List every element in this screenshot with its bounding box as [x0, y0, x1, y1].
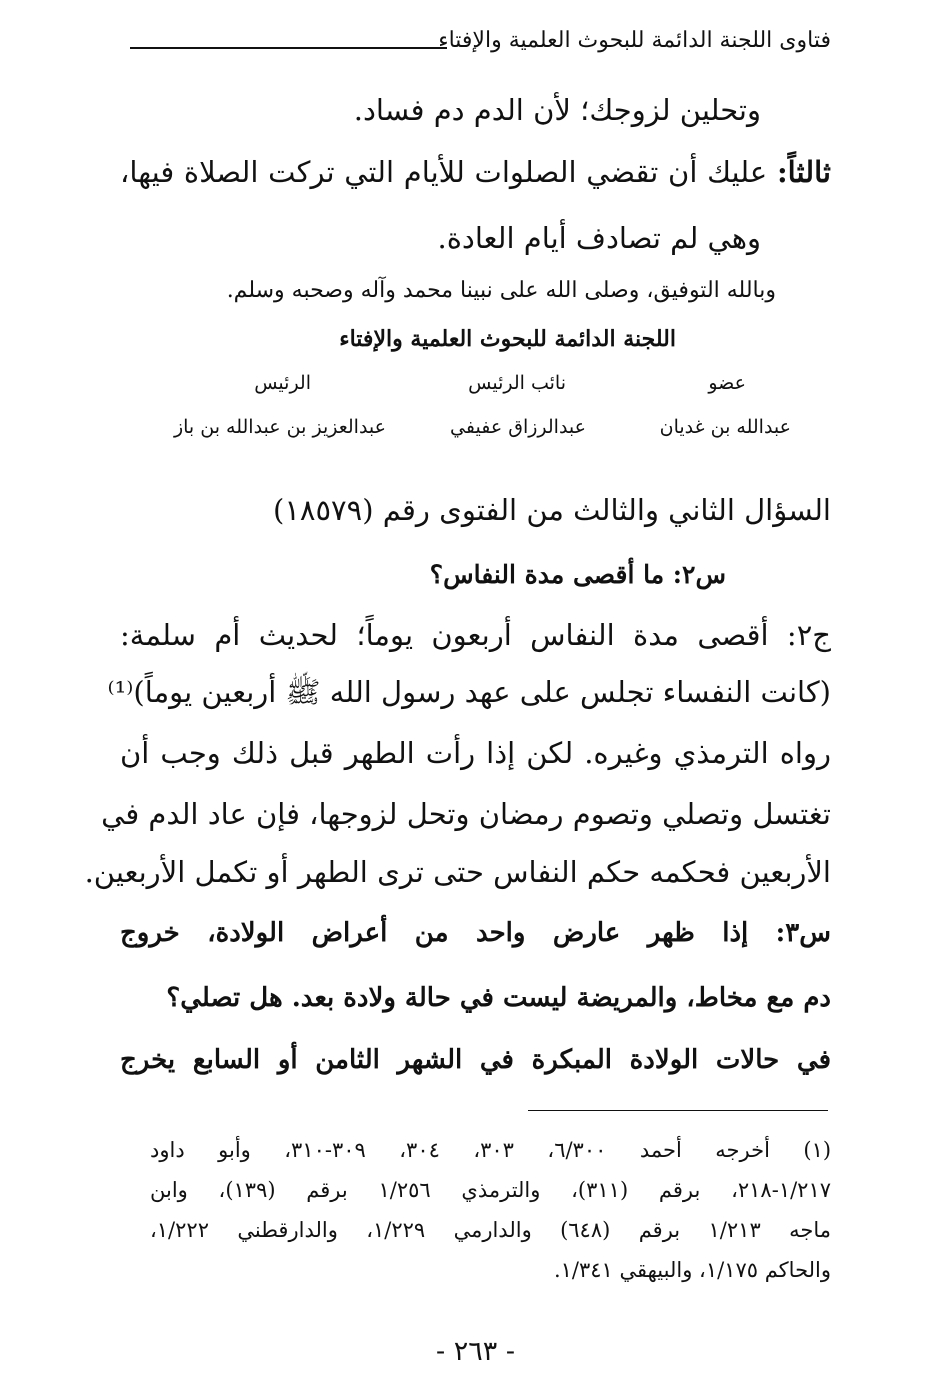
body-line-1: وتحلين لزوجك؛ لأن الدم دم فساد.	[353, 93, 761, 127]
signatory-role-member: عضو	[708, 372, 746, 394]
signatory-name-member: عبدالله بن غديان	[659, 416, 791, 438]
answer-2-line-3: رواه الترمذي وغيره. لكن إذا رأت الطهر قبل ذلك وجب أن	[120, 736, 831, 770]
signatory-name-president: عبدالعزيز بن عبدالله بن باز	[173, 416, 386, 438]
signatory-role-president: الرئيس	[254, 372, 311, 394]
answer-2-line-1: ج٢: أقصى مدة النفاس أربعون يوماً؛ لحديث أم سلمة:	[120, 618, 831, 652]
footnote-rule	[528, 1110, 828, 1111]
body-line-3: وهي لم تصادف أيام العادة.	[437, 221, 761, 255]
question-3-line-1: س٣: إذا ظهر عارض واحد من أعراض الولادة، خروج	[120, 918, 831, 948]
signatory-name-vice-president: عبدالرزاق عفيفي	[450, 416, 586, 438]
committee-name: اللجنة الدائمة للبحوث العلمية والإفتاء	[339, 326, 676, 352]
question-2: س٢: ما أقصى مدة النفاس؟	[429, 560, 726, 589]
answer-2-line-5: الأربعين فحكمه حكم النفاس حتى ترى الطهر أو تكمل الأربعين.	[84, 855, 831, 889]
answer-2-line-2: (كانت النفساء تجلس على عهد رسول الله ﷺ أربعين يوماً)⁽¹⁾	[107, 675, 831, 709]
closing-line: وبالله التوفيق، وصلى الله على نبينا محمد وآله وصحبه وسلم.	[226, 278, 776, 303]
third-label: ثالثاً:	[776, 155, 831, 189]
answer-2-line-4: تغتسل وتصلي وتصوم رمضان وتحل لزوجها، فإن عاد الدم في	[101, 797, 831, 831]
signatory-role-vice-president: نائب الرئيس	[468, 372, 566, 394]
footnote-line-3: ماجه ١/٢١٣ برقم (٦٤٨) والدارمي ١/٢٢٩، والدارقطني ١/٢٢٢،	[150, 1218, 831, 1242]
question-3-line-3: في حالات الولادة المبكرة في الشهر الثامن أو السابع يخرج	[120, 1045, 831, 1075]
page-number: - ٢٦٣ -	[436, 1336, 515, 1367]
header-rule	[130, 47, 447, 49]
footnote-line-4: والحاكم ١/١٧٥، والبيهقي ١/٣٤١.	[553, 1258, 831, 1282]
running-header-title: فتاوى اللجنة الدائمة للبحوث العلمية والإفتاء	[438, 28, 831, 53]
question-3-line-2: دم مع مخاط، والمريضة ليست في حالة ولادة بعد. هل تصلي؟	[166, 983, 831, 1013]
third-text: عليك أن تقضي الصلوات للأيام التي تركت الصلاة فيها،	[120, 155, 768, 189]
body-line-2	[120, 152, 831, 192]
fatwa-heading: السؤال الثاني والثالث من الفتوى رقم (١٨٥٧٩)	[272, 493, 831, 527]
footnote-line-2: ١/٢١٧-٢١٨، برقم (٣١١)، والترمذي ١/٢٥٦ برقم (١٣٩)، وابن	[150, 1178, 832, 1202]
footnote-line-1: (١) أخرجه أحمد ٦/٣٠٠، ٣٠٣، ٣٠٤، ٣٠٩-٣١٠، وأبو داود	[150, 1138, 832, 1162]
